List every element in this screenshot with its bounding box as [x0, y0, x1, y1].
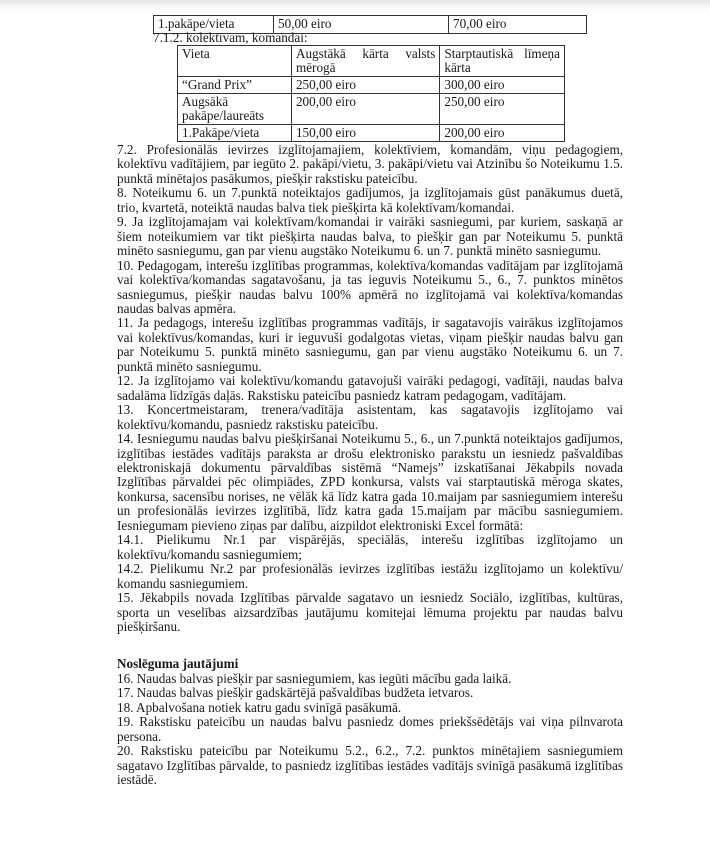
paragraph-7-2: 7.2. Profesionālās ievirzes izglītojamajiem, kolektīviem, komandām, viņu pedagogiem, kolektīvu vadītājiem, par iegūto 2. pakāpi/vietu, 3. pakāpi/vietu vai Atzinību šo Noteikumu 1.5. punktā minētajos pasākumos, piešķir rakstisku pateicību. [117, 142, 623, 186]
paragraph-16: 16. Naudas balvas piešķir par sasniegumiem, kas iegūti mācību gada laikā. [117, 670, 512, 686]
paragraph-12: 12. Ja izglītojamo vai kolektīvu/komandu gatavojuši vairāki pedagogi, vadītāji, naudas balva sadalāma līdzīgās daļās. Rakstisku pateicību pasniedz katram pedagogam, vadītājam. [117, 373, 623, 403]
table-cell: 250,00 eiro [291, 77, 439, 94]
paragraph-9: 9. Ja izglītojamajam vai kolektīvam/komandai ir vairāki sasniegumi, par kuriem, saskaņā ar šiem noteikumiem var tikt piešķirta naudas balva, to piešķir gan par Noteikumu 5. punktā minēto sasniegumu, gan par vienu augstāko Noteikumu 6. un 7. punktā minēto sasniegumu. [117, 214, 623, 259]
table-cell: 70,00 eiro [449, 16, 587, 34]
column-header: Starptautiskā līmeņa kārta [440, 46, 565, 77]
table-cell: 150,00 eiro [291, 125, 439, 142]
paragraph-14-1: 14.1. Pielikumu Nr.1 par vispārējās, speciālās, interešu izglītības izglītojamo un kolektīvu/komandu sasniegumiem; [117, 532, 623, 562]
paragraph-8: 8. Noteikumu 6. un 7.punktā noteiktajos gadījumos, ja izglītojamais gūst panākumus duetā, trio, kvartetā, noteiktā naudas balva tiek piešķirta kā kolektīvam/komandai. [117, 185, 623, 215]
column-header: Vieta [178, 46, 292, 77]
table-cell: 1.pakāpe/vieta [154, 16, 274, 34]
table-header-row [178, 46, 565, 77]
table-cell: 250,00 eiro [440, 94, 565, 125]
paragraph-13: 13. Koncertmeistaram, trenera/vadītāja asistentam, kas sagatavojis izglītojamo vai kolektīvu/komandu, pasniedz rakstisku pateicību. [117, 402, 623, 432]
paragraph-10: 10. Pedagogam, interešu izglītības programmas, kolektīva/komandas vadītājam par izglītojamā vai kolektīva/komandas sagatavošanu, ja tas ieguvis Noteikumu 5., 6., 7. punktos minētos sasniegumus, piešķir naudas balvu 100% apmērā no izglītojamā vai kolektīva/komandas naudas balvas apmēra. [117, 257, 623, 316]
table-row [178, 77, 565, 94]
document-body [117, 143, 623, 787]
paragraph-11: 11. Ja pedagogs, interešu izglītības programmas vadītājs, ir sagatavojis vairākus izglītojamos vai kolektīvus/komandas, kuri ir ieguvuši godalgotas vietas, viņam piešķir naudas balvu gan par Noteikumu 5. punktā minēto sasniegumu, gan par vienu augstāko Noteikumu 6. un 7. punktā minēto sasniegumu. [117, 315, 623, 374]
table-cell: 1.Pakāpe/vieta [178, 125, 292, 142]
paragraph-17: 17. Naudas balvas piešķir gadskārtējā pašvaldības budžeta ietvaros. [117, 685, 474, 701]
paragraph-15: 15. Jēkabpils novada Izglītības pārvalde sagatavo un iesniedz Sociālo, izglītības, kultūras, sporta un veselības aizsardzības jautājumu komitejai lēmuma projektu par naudas balvu piešķiršanu. [117, 590, 623, 634]
table-cell: 200,00 eiro [440, 125, 565, 142]
paragraph-20: 20. Rakstisku pateicību par Noteikumu 5.2., 6.2., 7.2. punktos minētajiem sasniegumiem sagatavo Izglītības pārvalde, to pasniedz izglītības iestādes vadītājs svinīgā pasākumā izglītības iestādē. [117, 743, 623, 788]
paragraph-14-2: 14.2. Pielikumu Nr.2 par profesionālās ievirzes izglītības iestāžu izglītojamo un kolektīvu/ komandu sasniegumiem. [117, 561, 623, 591]
table-row [178, 94, 565, 125]
paragraph-19: 19. Rakstisku pateicību un naudas balvu pasniedz domes priekšsēdētājs vai viņa pilnvarota persona. [117, 714, 623, 744]
table-cell: “Grand Prix” [178, 77, 292, 94]
table-cell: 50,00 eiro [274, 16, 449, 34]
paragraph-14: 14. Iesniegumu naudas balvu piešķiršanai Noteikumu 5., 6., un 7.punktā noteiktajos gadījumos, izglītības iestādes vadītājs paraksta ar drošu elektronisko parakstu un iesniedz pašvaldības elektroniskajā dokumentu pārvaldības sistēmā “Namejs” izskatīšanai Jēkabpils novada Izglītības pārvaldei pēc olimpiādes, ZPD konkursa, valsts vai starptautiskā mēroga skates, konkursa, sacensību norises, ne vēlāk kā līdz katra gada 10.maijam par sasniegumiem interešu un profesionālās ievirzes izglītībā, līdz katra gada 15.maijam par mācību sasniegumiem. Iesniegumam pievieno ziņas par dalību, aizpildot elektroniski Excel formātā: [117, 431, 623, 533]
table-row [178, 125, 565, 142]
section-7-1-2-caption: 7.1.2. kolektīvam, komandai: [153, 30, 308, 45]
section-heading-closing: Noslēguma jautājumi [117, 656, 239, 672]
paragraph-18: 18. Apbalvošana notiek katru gadu svinīgā pasākumā. [117, 699, 402, 715]
table-cell: Augsākā pakāpe/laureāts [178, 94, 292, 125]
table-cell: 300,00 eiro [440, 77, 565, 94]
column-header: Augstākā kārta valsts mērogā [291, 46, 439, 77]
prize-table-collective [177, 45, 565, 142]
table-cell: 200,00 eiro [291, 94, 439, 125]
